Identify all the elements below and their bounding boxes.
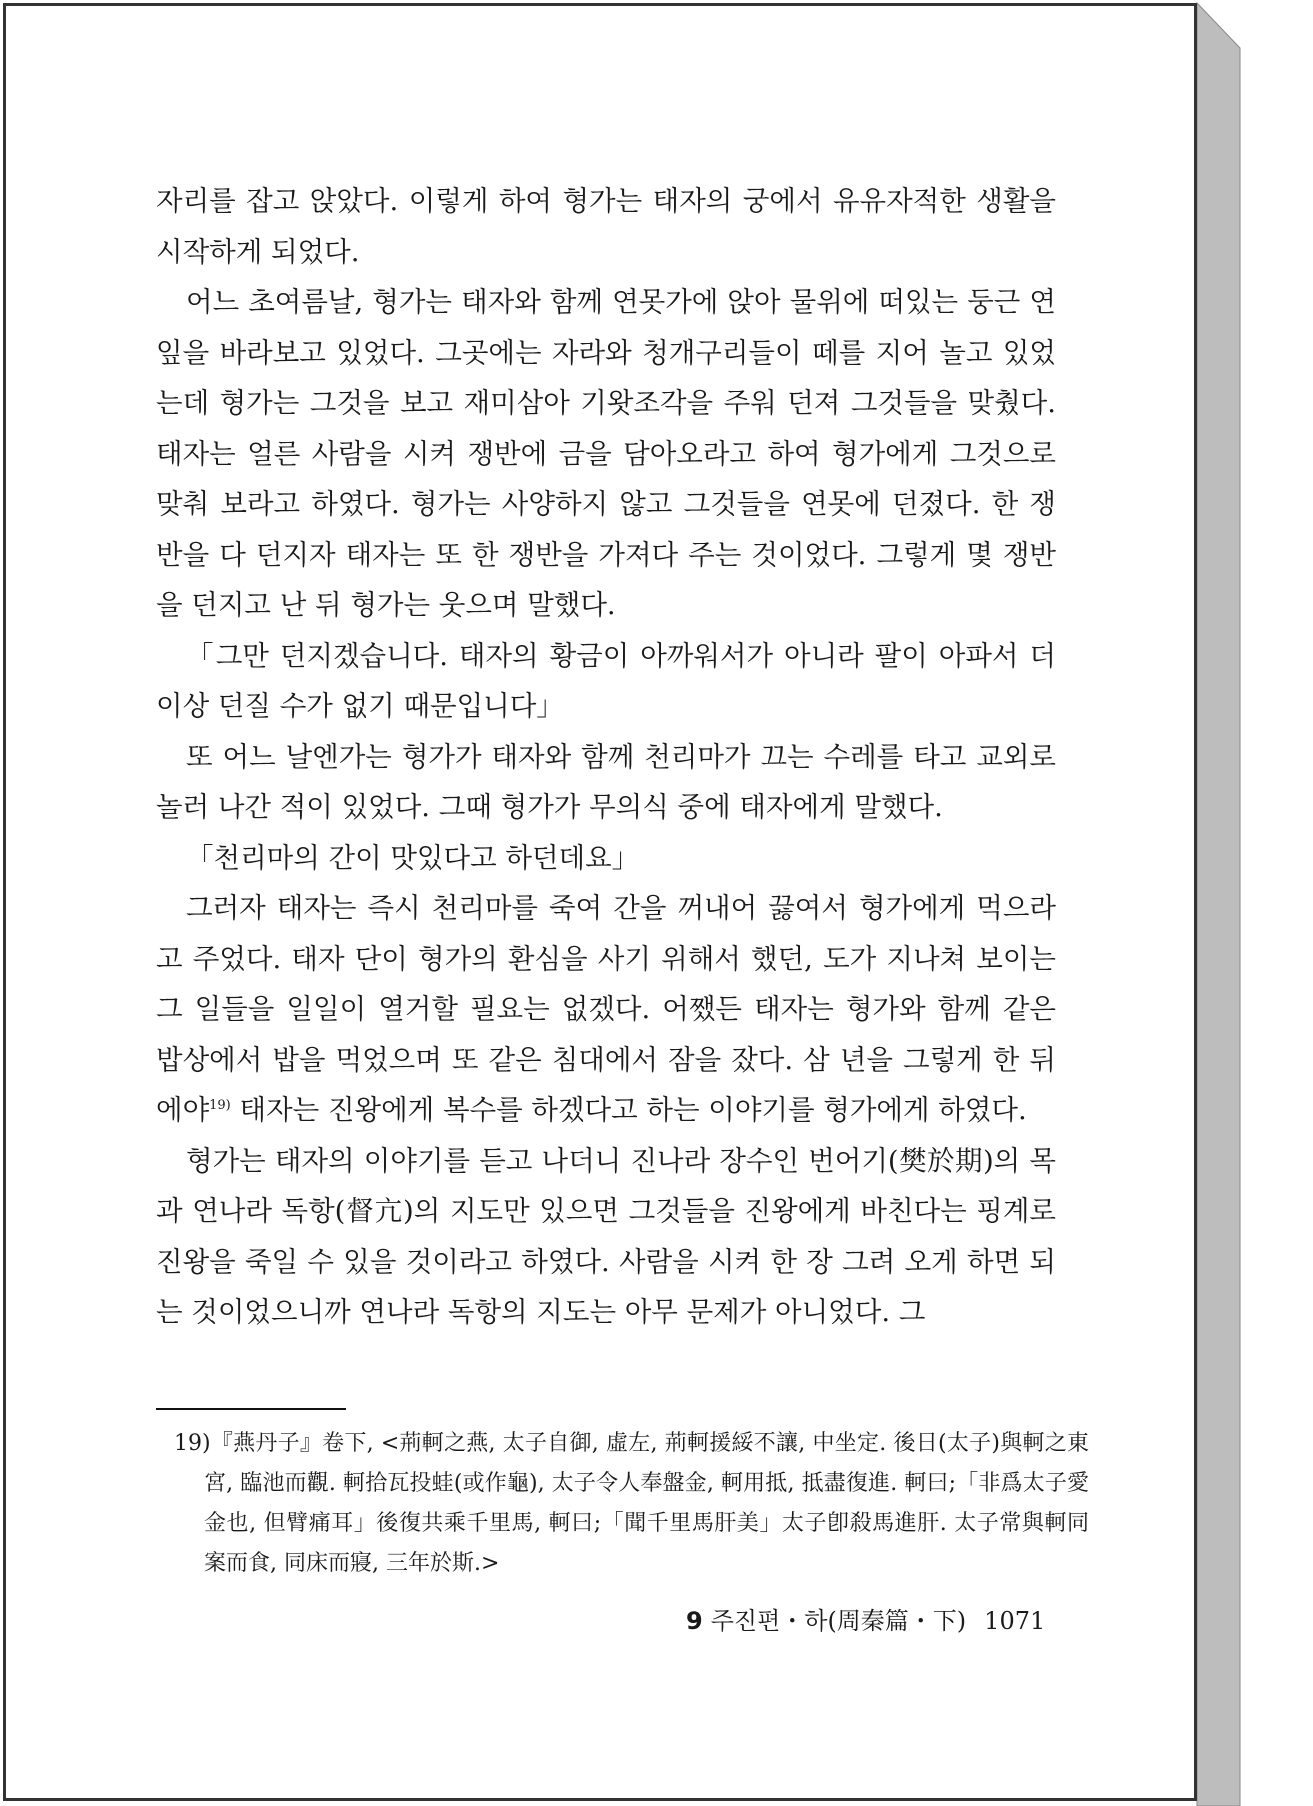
page-footer: [686, 1601, 1045, 1636]
body-text: [156, 176, 1056, 1338]
paragraph-3-quote: 「그만 던지겠습니다. 태자의 황금이 아까워서가 아니라 팔이 아파서 더 이상 던질 수가 없기 때문입니다」: [156, 639, 1056, 722]
footnote-19: 19)『燕丹子』卷下, <荊軻之燕, 太子自御, 虛左, 荊軻援綏不讓, 中坐定. 後日(太子)與軻之東宮, 臨池而觀. 軻拾瓦投蛙(或作龜), 太子令人奉盤金, 軻用抵, 抵盡復進. 軻曰;「非爲太子愛金也, 但臂痛耳」後復共乘千里馬, 軻曰;「聞千里馬肝美」太子卽殺馬進肝. 太子常與軻同案而食, 同床而寢, 三年於斯.>: [174, 1431, 1089, 1576]
paragraph-4: 또 어느 날엔가는 형가가 태자와 함께 천리마가 끄는 수레를 타고 교외로 놀러 나간 적이 있었다. 그때 형가가 무의식 중에 태자에게 말했다.: [156, 740, 1056, 823]
paragraph-6-text: 그러자 태자는 즉시 천리마를 죽여 간을 꺼내어 끓여서 형가에게 먹으라고 주었다. 태자 단이 형가의 환심을 사기 위해서 했던, 도가 지나쳐 보이는 그 일들을 일일이 열거할 필요는 없겠다. 어쨌든 태자는 형가와 함께 같은 밥상에서 밥을 먹었으며 또 같은 침대에서 잠을 잤다. 삼 년을 그렇게 한 뒤에야: [156, 892, 1056, 1126]
paragraph-6-text-after: 태자는 진왕에게 복수를 하겠다고 하는 이야기를 형가에게 하였다.: [230, 1094, 1027, 1126]
paragraph-2: 어느 초여름날, 형가는 태자와 함께 연못가에 앉아 물위에 떠있는 둥근 연잎을 바라보고 있었다. 그곳에는 자라와 청개구리들이 떼를 지어 놀고 있었는데 형가는 그것을 보고 재미삼아 기왓조각을 주워 던져 그것들을 맞췄다. 태자는 얼른 사람을 시켜 쟁반에 금을 담아오라고 하여 형가에게 그것으로 맞춰 보라고 하였다. 형가는 사양하지 않고 그것들을 연못에 던졌다. 한 쟁반을 다 던지자 태자는 또 한 쟁반을 가져다 주는 것이었다. 그렇게 몇 쟁반을 던지고 난 뒤 형가는 웃으며 말했다.: [156, 286, 1056, 621]
chapter-title: 주진편・하(周秦篇・下): [710, 1607, 967, 1635]
document-page: [3, 3, 1197, 1801]
page-number: 1071: [984, 1607, 1046, 1635]
paragraph-6: [156, 883, 1056, 1136]
paragraph-1: 자리를 잡고 앉았다. 이렇게 하여 형가는 태자의 궁에서 유유자적한 생활을 시작하게 되었다.: [156, 185, 1056, 268]
paragraph-5-quote: 「천리마의 간이 맛있다고 하던데요」: [186, 841, 640, 874]
footnote-divider: [156, 1408, 346, 1410]
footnote-reference[interactable]: 19): [209, 1097, 231, 1113]
paragraph-7: 형가는 태자의 이야기를 듣고 나더니 진나라 장수인 번어기(樊於期)의 목과 연나라 독항(督亢)의 지도만 있으면 그것들을 진왕에게 바친다는 핑계로 진왕을 죽일 수 있을 것이라고 하였다. 사람을 시켜 한 장 그려 오게 하면 되는 것이었으니까 연나라 독항의 지도는 아무 문제가 아니었다. 그: [156, 1144, 1056, 1328]
chapter-number: 9: [686, 1607, 703, 1635]
